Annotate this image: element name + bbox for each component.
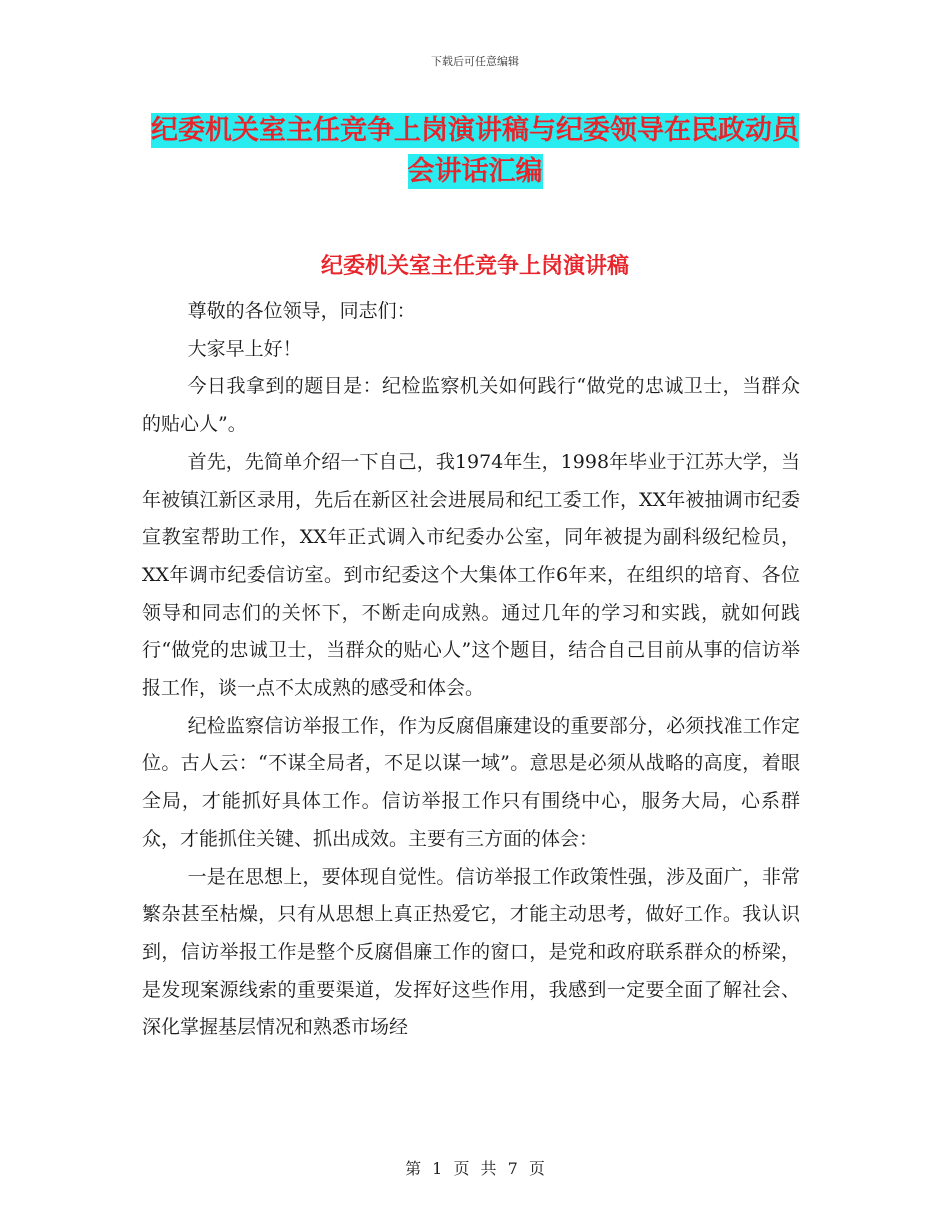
page-footer: 第 1 页 共 7 页	[405, 1159, 545, 1178]
document-main-title	[142, 110, 808, 192]
main-title-text: 纪委机关室主任竞争上岗演讲稿与纪委领导在民政动员会讲话汇编	[151, 115, 799, 187]
paragraph: 大家早上好！	[187, 337, 302, 360]
header-note: 下载后可任意编辑	[431, 55, 519, 68]
document-body	[142, 293, 800, 1047]
paragraph: 首先，先简单介绍一下自己，我1974年生，1998年毕业于江苏大学，当年被镇江新区录用，先后在新区社会进展局和纪工委工作，XX年被抽调市纪委宣教室帮助工作，XX年正式调入市纪委办公室，同年被提为副科级纪检员，XX年调市纪委信访室。到市纪委这个大集体工作6年来，在组织的培育、各位领导和同志们的关怀下，不断走向成熟。通过几年的学习和实践，就如何践行“做党的忠诚卫士，当群众的贴心人”这个题目，结合自己目前从事的信访举报工作，谈一点不太成熟的感受和体会。	[142, 450, 800, 700]
section-title: 纪委机关室主任竞争上岗演讲稿	[320, 254, 629, 279]
paragraph: 尊敬的各位领导，同志们：	[187, 300, 416, 322]
paragraph: 今日我拿到的题目是：纪检监察机关如何践行“做党的忠诚卫士，当群众的贴心人”。	[142, 375, 800, 436]
paragraph: 一是在思想上，要体现自觉性。信访举报工作政策性强，涉及面广，非常繁杂甚至枯燥，只有从思想上真正热爱它，才能主动思考，做好工作。我认识到，信访举报工作是整个反腐倡廉工作的窗口，是党和政府联系群众的桥梁，是发现案源线索的重要渠道，发挥好这些作用，我感到一定要全面了解社会、深化掌握基层情况和熟悉市场经	[142, 865, 800, 1039]
paragraph: 纪检监察信访举报工作，作为反腐倡廉建设的重要部分，必须找准工作定位。古人云：“不谋全局者，不足以谋一域”。意思是必须从战略的高度，着眼全局，才能抓好具体工作。信访举报工作只有围绕中心，服务大局，心系群众，才能抓住关键、抓出成效。主要有三方面的体会：	[142, 714, 800, 850]
